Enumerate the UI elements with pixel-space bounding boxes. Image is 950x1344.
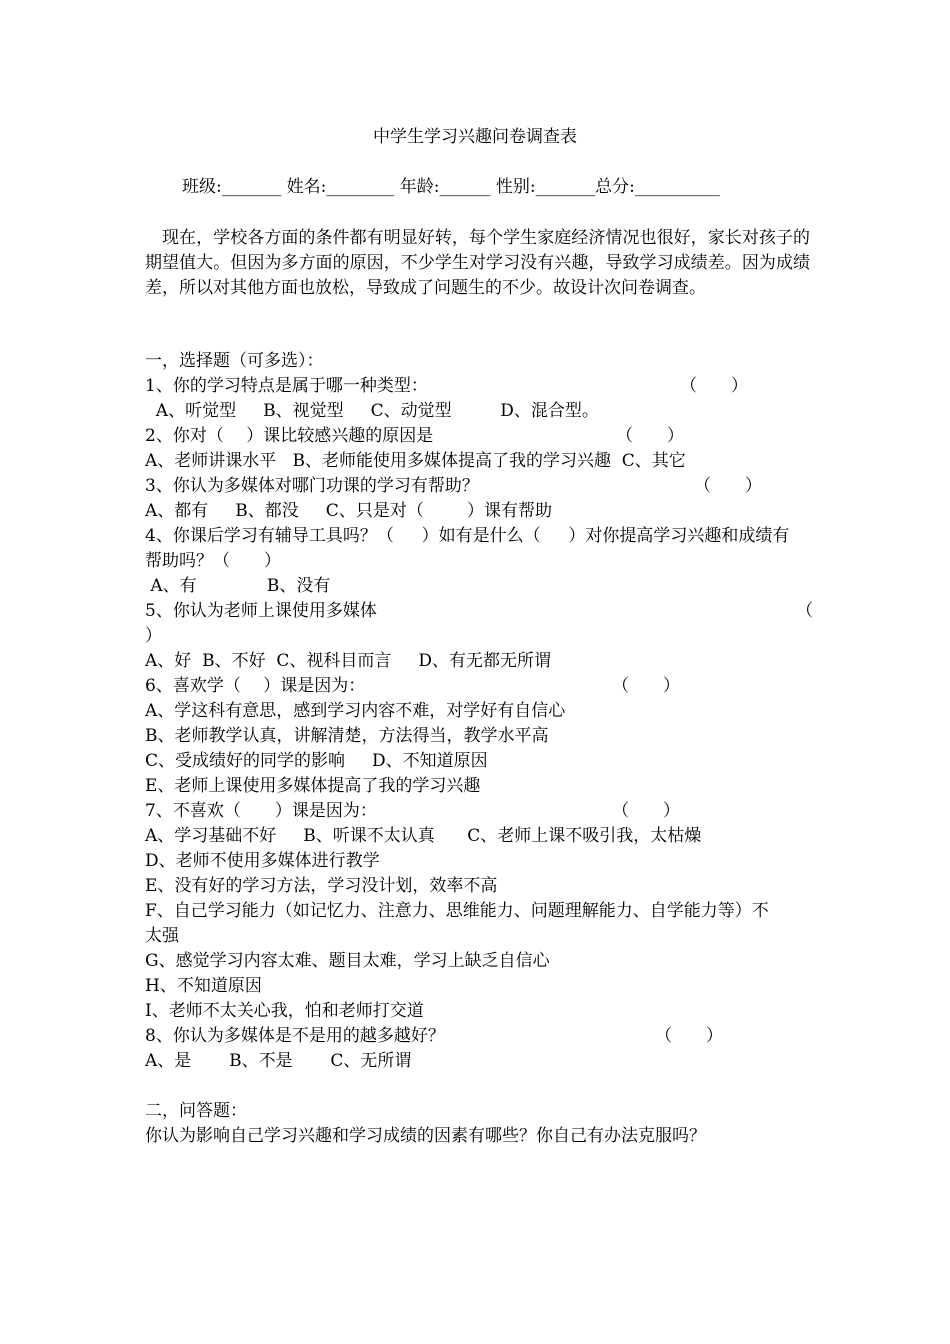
student-info-fields: 班级:_______ 姓名:________ 年龄:______ 性别:_______总分:__________ [182,177,720,197]
question-7-option-e: E、没有好的学习方法，学习没计划，效率不高 [145,876,498,896]
question-6: 6、喜欢学（ ）课是因为： [145,676,366,696]
question-7: 7、不喜欢（ ）课是因为： [145,801,377,821]
question-2-answer-bracket: （ ） [616,426,684,446]
question-3-answer-bracket: （ ） [694,476,762,496]
section2-question: 你认为影响自己学习兴趣和学习成绩的因素有哪些？你自己有办法克服吗？ [145,1126,706,1146]
section1-heading: 一，选择题（可多选）： [145,351,324,371]
question-2-options: A、老师讲课水平 B、老师能使用多媒体提高了我的学习兴趣 C、其它 [145,451,686,471]
question-3-options: A、都有 B、都没 C、只是对（ ）课有帮助 [145,501,553,521]
question-6-option-cd: C、受成绩好的同学的影响 D、不知道原因 [145,751,488,771]
section2-heading: 二，问答题： [145,1101,247,1121]
question-5-bracket-open: （ [796,601,813,621]
question-7-option-abc: A、学习基础不好 B、听课不太认真 C、老师上课不吸引我，太枯燥 [145,826,702,846]
page-title: 中学生学习兴趣问卷调查表 [373,127,577,147]
question-7-option-f-line-1: F、自己学习能力（如记忆力、注意力、思维能力、问题理解能力、自学能力等）不 [145,901,769,921]
intro-paragraph: 现在，学校各方面的条件都有明显好转，每个学生家庭经济情况也很好，家长对孩子的期望值大。但因为多方面的原因，不少学生对学习没有兴趣，导致学习成绩差。因为成绩差，所以对其他方面也放松，导致成了问题生的不少。故设计次问卷调查。 [145,228,810,298]
question-5-bracket-close: ） [145,626,162,646]
question-3: 3、你认为多媒体对哪门功课的学习有帮助？ [145,476,479,496]
question-6-option-b: B、老师教学认真，讲解清楚，方法得当，教学水平高 [145,726,549,746]
question-1: 1、你的学习特点是属于哪一种类型： [145,376,428,396]
question-7-option-d: D、老师不使用多媒体进行教学 [145,851,380,871]
question-8-options: A、是 B、不是 C、无所谓 [145,1051,412,1071]
question-1-options: A、听觉型 B、视觉型 C、动觉型 D、混合型。 [145,401,599,421]
question-4-line-1: 4、你课后学习有辅导工具吗？（ ）如有是什么（ ）对你提高学习兴趣和成绩有 [145,526,790,546]
question-5-options: A、好 B、不好 C、视科目而言 D、有无都无所谓 [145,651,552,671]
question-1-answer-bracket: （ ） [680,376,748,396]
question-7-option-h: H、不知道原因 [145,976,262,996]
question-8: 8、你认为多媒体是不是用的越多越好？ [145,1026,445,1046]
question-6-option-a: A、学这科有意思，感到学习内容不难，对学好有自信心 [145,701,566,721]
question-4-line-2: 帮助吗？（ ） [145,551,281,571]
question-7-option-f-line-2: 太强 [145,926,179,946]
question-5: 5、你认为老师上课使用多媒体 [145,601,377,621]
question-2: 2、你对（ ）课比较感兴趣的原因是 [145,426,434,446]
question-8-answer-bracket: （ ） [655,1026,723,1046]
question-4-options: A、有 B、没有 [145,576,331,596]
question-7-option-i: I、老师不太关心我，怕和老师打交道 [145,1001,424,1021]
question-6-answer-bracket: （ ） [612,676,680,696]
question-6-option-e: E、老师上课使用多媒体提高了我的学习兴趣 [145,776,481,796]
question-7-answer-bracket: （ ） [612,801,680,821]
question-7-option-g: G、感觉学习内容太难、题目太难，学习上缺乏自信心 [145,951,550,971]
